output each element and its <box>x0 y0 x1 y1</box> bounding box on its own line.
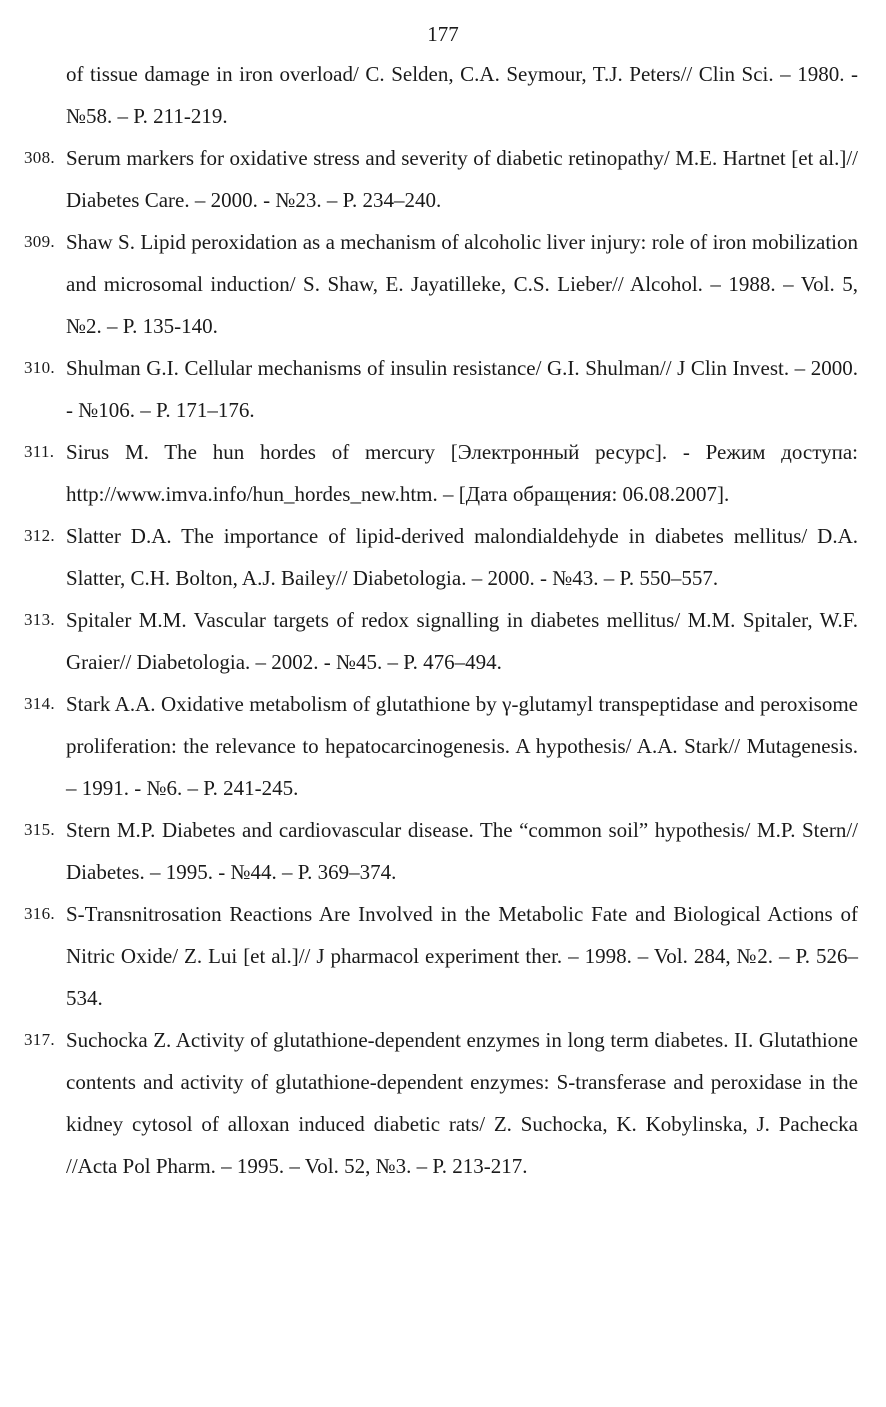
reference-number: 310. <box>24 358 55 377</box>
reference-item-308 <box>0 137 886 221</box>
reference-number: 317. <box>24 1030 55 1049</box>
reference-item-311 <box>0 431 886 515</box>
reference-text: Stark A.A. Oxidative metabolism of glutathione by γ-glutamyl transpeptidase and peroxisome proliferation: the relevance to hepatocarcinogenesis. A hypothesis/ A.A. Stark// Mutagenesis. – 1991. - №6. – P. 241-245. <box>66 692 858 800</box>
reference-item-313 <box>0 599 886 683</box>
reference-item-317 <box>0 1019 886 1187</box>
reference-item-315 <box>0 809 886 893</box>
reference-text: Shaw S. Lipid peroxidation as a mechanism of alcoholic liver injury: role of iron mobilization and microsomal induction/ S. Shaw, E. Jayatilleke, C.S. Lieber// Alcohol. – 1988. – Vol. 5, №2. – P. 135-140. <box>66 230 858 338</box>
reference-number: 312. <box>24 526 55 545</box>
reference-number: 309. <box>24 232 55 251</box>
reference-item-316 <box>0 893 886 1019</box>
reference-number: 311. <box>24 442 55 461</box>
reference-text: Spitaler M.M. Vascular targets of redox signalling in diabetes mellitus/ M.M. Spitaler, W.F. Graier// Diabetologia. – 2002. - №45. – P. 476–494. <box>66 608 858 674</box>
page-number: 177 <box>427 22 459 46</box>
reference-list <box>0 53 886 1187</box>
reference-text: Slatter D.A. The importance of lipid-derived malondialdehyde in diabetes mellitus/ D.A. Slatter, C.H. Bolton, A.J. Bailey// Diabetologia. – 2000. - №43. – P. 550–557. <box>66 524 858 590</box>
reference-number: 314. <box>24 694 55 713</box>
reference-text: Sirus M. The hun hordes of mercury [Электронный ресурс]. - Режим доступа: http://www.imva.info/hun_hordes_new.htm. – [Дата обращения: 06.08.2007]. <box>66 440 858 506</box>
reference-number: 308. <box>24 148 55 167</box>
reference-item-310 <box>0 347 886 431</box>
reference-number: 315. <box>24 820 55 839</box>
reference-item-309 <box>0 221 886 347</box>
reference-item-312 <box>0 515 886 599</box>
reference-text: Shulman G.I. Cellular mechanisms of insulin resistance/ G.I. Shulman// J Clin Invest. – 2000. - №106. – P. 171–176. <box>66 356 858 422</box>
reference-text: Suchocka Z. Activity of glutathione-dependent enzymes in long term diabetes. II. Glutathione contents and activity of glutathione-dependent enzymes: S-transferase and peroxidase in the kidney cytosol of alloxan induced diabetic rats/ Z. Suchocka, K. Kobylinska, J. Pachecka //Acta Pol Pharm. – 1995. – Vol. 52, №3. – P. 213-217. <box>66 1028 858 1178</box>
reference-number: 316. <box>24 904 55 923</box>
reference-text: S-Transnitrosation Reactions Are Involved in the Metabolic Fate and Biological Actions of Nitric Oxide/ Z. Lui [et al.]// J pharmacol experiment ther. – 1998. – Vol. 284, №2. – P. 526–534. <box>66 902 858 1010</box>
reference-item-307-continued <box>0 53 886 137</box>
reference-item-314 <box>0 683 886 809</box>
reference-text: Stern M.P. Diabetes and cardiovascular disease. The “common soil” hypothesis/ M.P. Stern// Diabetes. – 1995. - №44. – P. 369–374. <box>66 818 858 884</box>
reference-text: of tissue damage in iron overload/ C. Selden, C.A. Seymour, T.J. Peters// Clin Sci. – 1980. - №58. – P. 211-219. <box>66 62 858 128</box>
reference-text: Serum markers for oxidative stress and severity of diabetic retinopathy/ M.E. Hartnet [et al.]// Diabetes Care. – 2000. - №23. – P. 234–240. <box>66 146 858 212</box>
reference-number: 313. <box>24 610 55 629</box>
